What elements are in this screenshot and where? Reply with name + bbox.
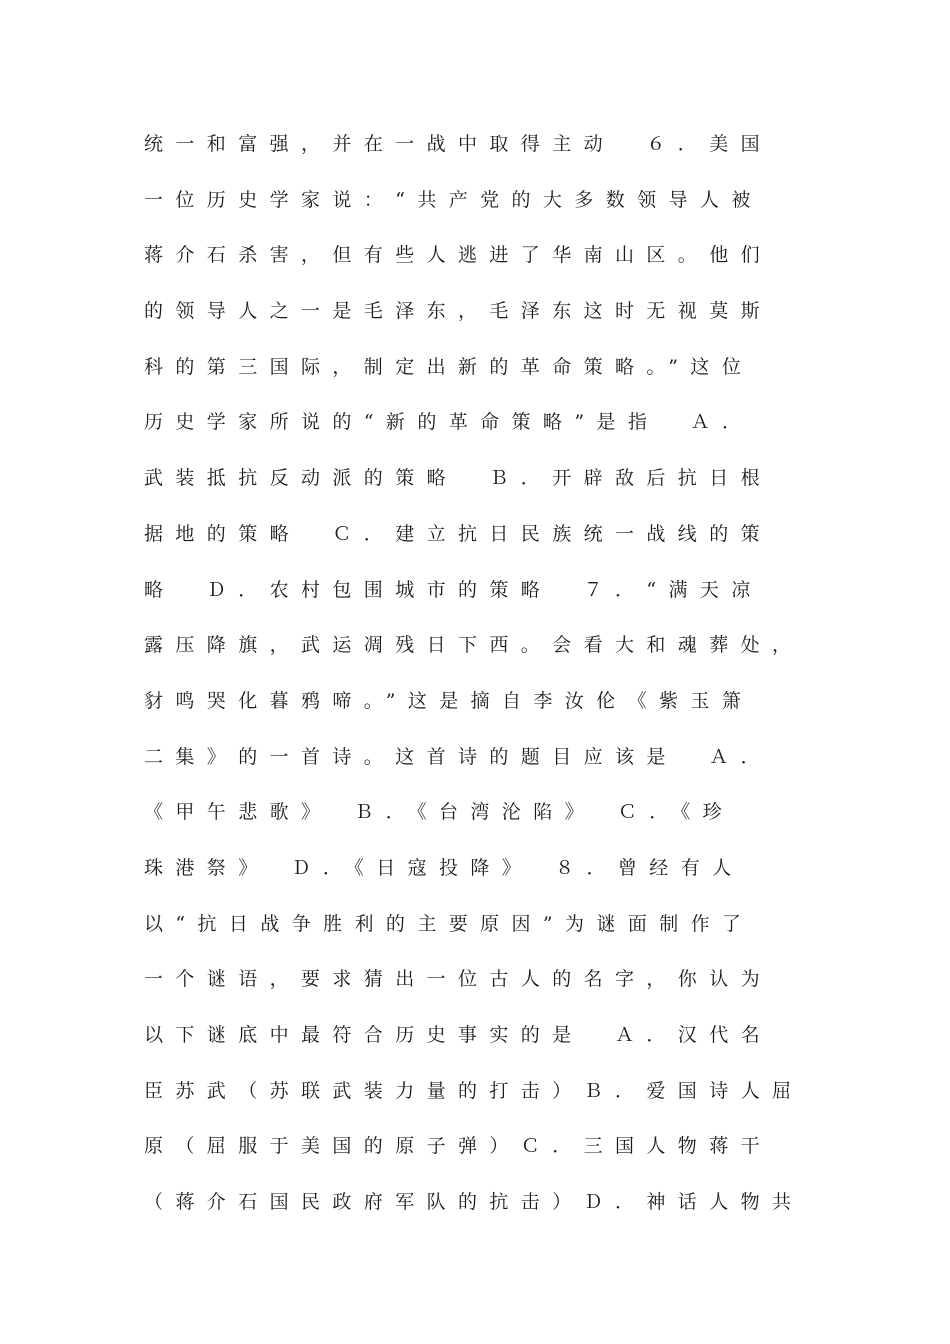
text-line: 的领导人之一是毛泽东，毛泽东这时无视莫斯 [144,300,773,323]
text-line: 二集》的一首诗。这首诗的题目应该是 Ａ． [144,745,773,768]
text-line: 科的第三国际，制定出新的革命策略。”这位 [144,355,754,378]
text-line: 以“抗日战争胜利的主要原因”为谜面制作了 [144,912,754,935]
text-line: 原（屈服于美国的原子弹）Ｃ．三国人物蒋干 [144,1135,773,1158]
text-line: 以下谜底中最符合历史事实的是 Ａ．汉代名 [144,1024,773,1046]
text-line: 略 Ｄ．农村包围城市的策略 ７．“满天凉 [144,578,763,601]
text-line: （蒋介石国民政府军队的抗击）Ｄ．神话人物共 [144,1191,804,1214]
text-line: 《甲午悲歌》 Ｂ．《台湾沦陷》 Ｃ．《珍 [144,801,735,824]
text-line: 臣苏武（苏联武装力量的打击）Ｂ．爱国诗人屈 [144,1079,804,1102]
text-line: 豺鸣哭化暮鸦啼。”这是摘自李汝伦《紫玉箫 [144,689,754,712]
text-line: 珠港祭》 Ｄ．《日寇投降》 ８．曾经有人 [144,856,744,879]
text-line: 一个谜语，要求猜出一位古人的名字，你认为 [144,968,773,991]
text-line: 武装抵抗反动派的策略 Ｂ．开辟敌后抗日根 [144,467,773,490]
text-line: 露压降旗，武运凋残日下西。会看大和魂葬处， [144,634,804,657]
text-line: 统一和富强，并在一战中取得主动 ６．美国 [144,133,773,155]
text-line: 蒋介石杀害，但有些人逃进了华南山区。他们 [144,244,773,267]
body-text [144,128,844,1242]
text-line: 据地的策略 Ｃ．建立抗日民族统一战线的策 [144,522,773,545]
text-line: 一位历史学家说：“共产党的大多数领导人被 [144,188,763,211]
text-line: 历史学家所说的“新的革命策略”是指 Ａ． [144,411,754,434]
